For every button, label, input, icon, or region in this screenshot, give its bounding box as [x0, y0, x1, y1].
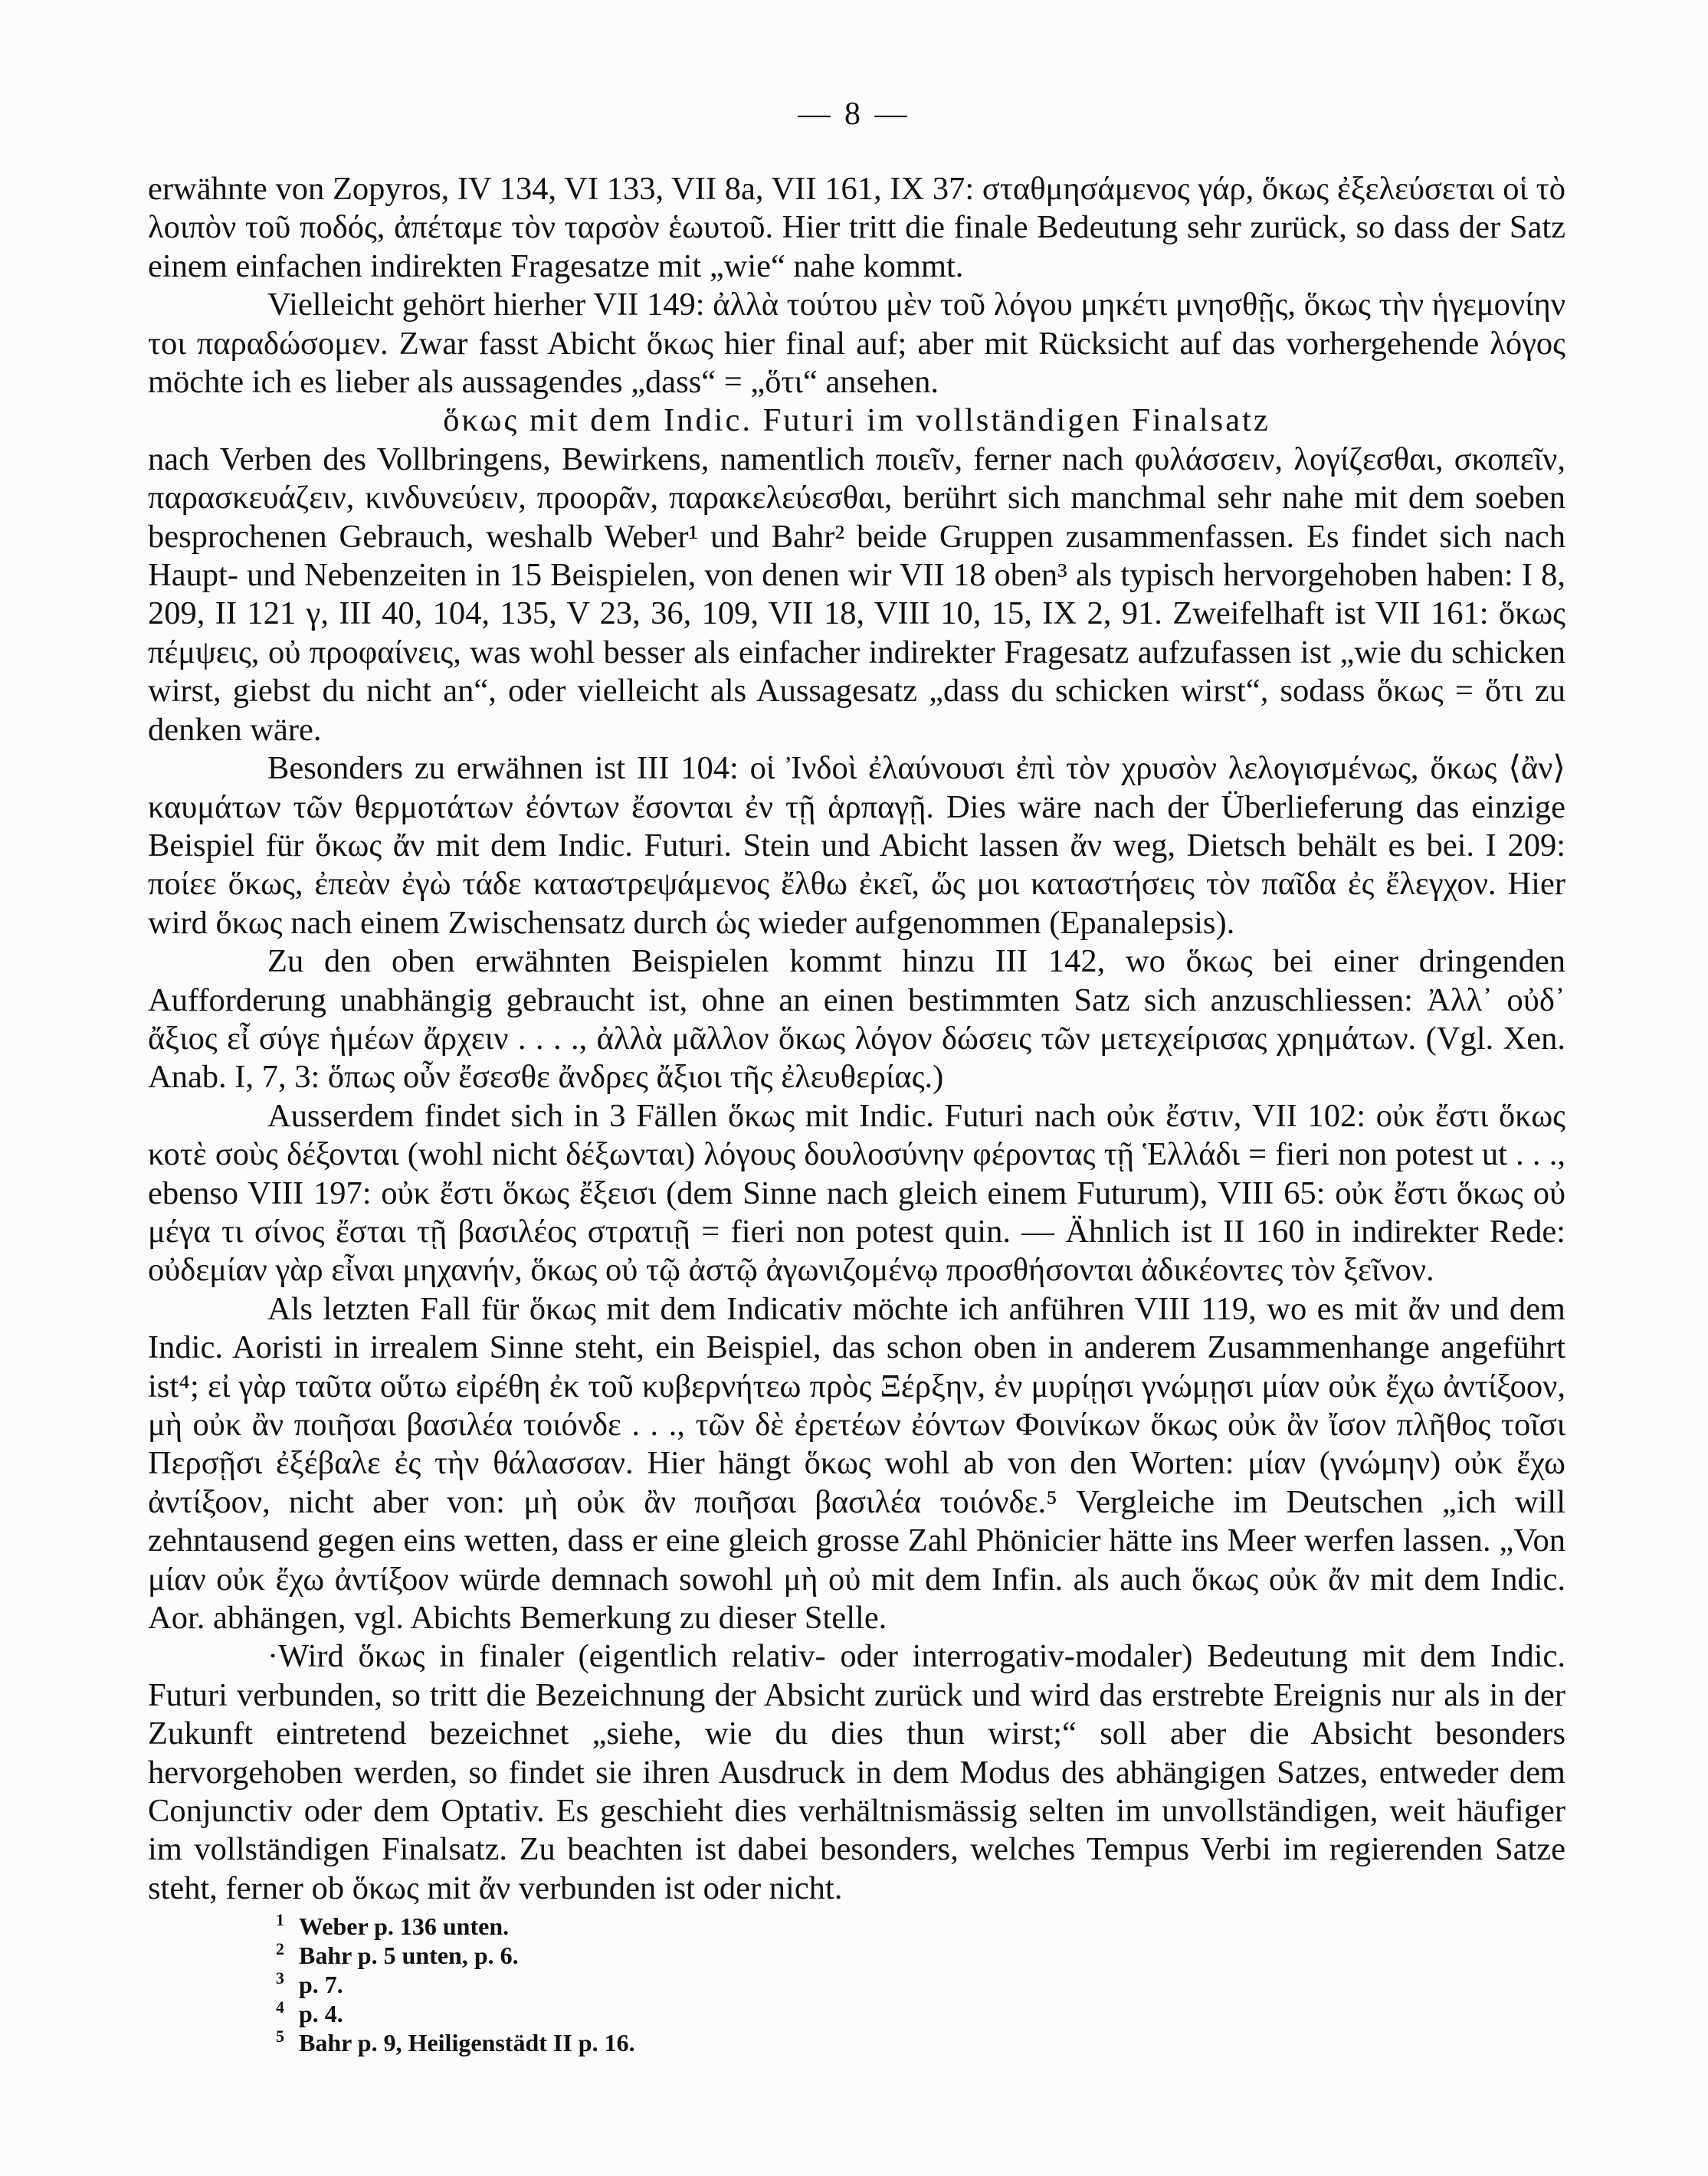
footnote-mark: 3 — [276, 1968, 284, 1988]
footnote-text: Weber p. 136 unten. — [299, 1912, 510, 1940]
body-text — [148, 170, 1565, 1908]
footnote — [276, 1912, 1349, 1941]
footnote-mark: 1 — [276, 1910, 284, 1929]
paragraph: Besonders zu erwähnen ist III 104: οἱ Ἰνδοὶ ἐλαύνουσι ἐπὶ τὸν χρυσὸν λελογισμένως, ὅκως ⟨ἂν⟩ καυμάτων τῶν θερμοτάτων ἐόντων ἔσονται ἐν τῇ ἁρπαγῇ. Dies wäre nach der Überlieferung das einzige Beispiel für ὅκως ἄν mit dem Indic. Futuri. Stein und Abicht lassen ἄν weg, Dietsch behält es bei. I 209: ποίεε ὅκως, ἐπεὰν ἐγὼ τάδε καταστρεψάμενος ἔλθω ἐκεῖ, ὥς μοι καταστήσεις τὸν παῖδα ἐς ἔλεγχον. Hier wird ὅκως nach einem Zwischensatz durch ὡς wieder aufgenommen (Epanalepsis). — [148, 750, 1565, 941]
paragraph: Als letzten Fall für ὅκως mit dem Indicativ möchte ich anführen VIII 119, wo es mit ἄν und dem Indic. Aoristi in irrealem Sinne steht, ein Beispiel, das schon oben in anderem Zusammenhange angeführt ist⁴; εἰ γὰρ ταῦτα οὕτω εἰρέθη ἐκ τοῦ κυβερνήτεω πρὸς Ξέρξην, ἐν μυρίῃσι γνώμῃσι μίαν οὐκ ἔχω ἀντίξοον, μὴ οὐκ ἂν ποιῆσαι βασιλέα τοιόνδε . . ., τῶν δὲ ἐρετέων ἐόντων Φοινίκων ὅκως οὐκ ἂν ἴσον πλῆθος τοῖσι Περσῇσι ἐξέβαλε ἐς τὴν θάλασσαν. Hier hängt ὅκως wohl ab von den Worten: μίαν (γνώμην) οὐκ ἔχω ἀντίξοον, nicht aber von: μὴ οὐκ ἂν ποιῆσαι βασιλέα τοιόνδε.⁵ Vergleiche im Deutschen „ich will zehntausend gegen eins wetten, dass er eine gleich grosse Zahl Phönicier hätte ins Meer werfen lassen. „Von μίαν οὐκ ἔχω ἀντίξοον würde demnach sowohl μὴ οὐ mit dem Infin. als auch ὅκως οὐκ ἄν mit dem Indic. Aor. abhängen, vgl. Abichts Bemerkung zu dieser Stelle. — [148, 1290, 1565, 1637]
footnote-mark: 4 — [276, 1997, 284, 2017]
page-number: — 8 — — [798, 97, 910, 132]
footnote-text: Bahr p. 5 unten, p. 6. — [299, 1942, 519, 1969]
footnote-mark: 2 — [276, 1939, 284, 1958]
footnote — [276, 1941, 1349, 1970]
footnote-mark: 5 — [276, 2027, 284, 2046]
footnote — [276, 2028, 1349, 2057]
footnote — [276, 1999, 1349, 2028]
footnote-text: p. 7. — [299, 1971, 343, 1998]
footnote-text: Bahr p. 9, Heiligenstädt II p. 16. — [299, 2029, 635, 2056]
paragraph: Vielleicht gehört hierher VII 149: ἀλλὰ τούτου μὲν τοῦ λόγου μηκέτι μνησθῇς, ὅκως τὴν ἡγεμονίην τοι παραδώσομεν. Zwar fasst Abicht ὅκως hier final auf; aber mit Rücksicht auf das vorhergehende λόγος möchte ich es lieber als aussagendes „dass“ = „ὅτι“ ansehen. — [148, 287, 1565, 401]
paragraph: nach Verben des Vollbringens, Bewirkens, namentlich ποιεῖν, ferner nach φυλάσσειν, λογίζεσθαι, σκοπεῖν, παρασκευάζειν, κινδυνεύειν, προορᾶν, παρακελεύεσθαι, berührt sich manchmal sehr nahe mit dem soeben besprochenen Gebrauch, weshalb Weber¹ und Bahr² beide Gruppen zusammenfassen. Es findet sich nach Haupt- und Nebenzeiten in 15 Beispielen, von denen wir VII 18 oben³ als typisch hervorgehoben haben: I 8, 209, II 121 γ, III 40, 104, 135, V 23, 36, 109, VII 18, VIII 10, 15, IX 2, 91. Zweifelhaft ist VII 161: ὅκως πέμψεις, οὐ προφαίνεις, was wohl besser als einfacher indirekter Fragesatz aufzufassen ist „wie du schicken wirst, giebst du nicht an“, oder vielleicht als Aussagesatz „dass du schicken wirst“, sodass ὅκως = ὅτι zu denken wäre. — [148, 441, 1565, 748]
paragraph: erwähnte von Zopyros, IV 134, VI 133, VII 8a, VII 161, IX 37: σταθμησάμενος γάρ, ὅκως ἐξελεύσεται οἱ τὸ λοιπὸν τοῦ ποδός, ἀπέταμε τὸν ταρσὸν ἑωυτοῦ. Hier tritt die finale Bedeutung sehr zurück, so dass der Satz einem einfachen indirekten Fragesatze mit „wie“ nahe kommt. — [148, 171, 1565, 284]
footnote-text: p. 4. — [299, 2000, 343, 2027]
paragraph: Ausserdem findet sich in 3 Fällen ὅκως mit Indic. Futuri nach οὐκ ἔστιν, VII 102: οὐκ ἔστι ὅκως κοτὲ σοὺς δέξονται (wohl nicht δέξωνται) λόγους δουλοσύνην φέροντας τῇ Ἑλλάδι = fieri non potest ut . . ., ebenso VIII 197: οὐκ ἔστι ὅκως ἔξεισι (dem Sinne nach gleich einem Futurum), VIII 65: οὐκ ἔστι ὅκως οὐ μέγα τι σίνος ἔσται τῇ βασιλέος στρατιῇ = fieri non potest quin. — Ähnlich ist II 160 in indirekter Rede: οὐδεμίαν γὰρ εἶναι μηχανήν, ὅκως οὐ τῷ ἀστῷ ἀγωνιζομένῳ προσθήσονται ἀδικέοντες τὸν ξεῖνον. — [148, 1097, 1565, 1289]
section-heading: ὅκως mit dem Indic. Futuri im vollständigen Finalsatz — [443, 402, 1270, 439]
paragraph: Zu den oben erwähnten Beispielen kommt hinzu III 142, wo ὅκως bei einer dringenden Aufforderung unabhängig gebraucht ist, ohne an einen bestimmten Satz sich anzuschliessen: Ἀλλ᾽ οὐδ᾽ ἄξιος εἶ σύγε ἡμέων ἄρχειν . . . ., ἀλλὰ μᾶλλον ὅκως λόγον δώσεις τῶν μετεχείρισας χρημάτων. (Vgl. Xen. Anab. I, 7, 3: ὅπως οὖν ἔσεσθε ἄνδρες ἄξιοι τῆς ἐλευθερίας.) — [148, 943, 1565, 1096]
paragraph: ·Wird ὅκως in finaler (eigentlich relativ- oder interrogativ-modaler) Bedeutung mit dem Indic. Futuri verbunden, so tritt die Bezeichnung der Absicht zurück und wird das erstrebte Ereignis nur als in der Zukunft eintretend bezeichnet „siehe, wie du dies thun wirst;“ soll aber die Absicht besonders hervorgehoben werden, so findet sie ihren Ausdruck in dem Modus des abhängigen Satzes, entweder dem Conjunctiv oder dem Optativ. Es geschieht dies verhältnismässig selten im unvollständigen, weit häufiger im vollständigen Finalsatz. Zu beachten ist dabei besonders, welches Tempus Verbi im regierenden Satze steht, ferner ob ὅκως mit ἄν verbunden ist oder nicht. — [148, 1638, 1565, 1906]
footnote — [276, 1970, 1349, 1999]
footnotes — [276, 1912, 1349, 2057]
